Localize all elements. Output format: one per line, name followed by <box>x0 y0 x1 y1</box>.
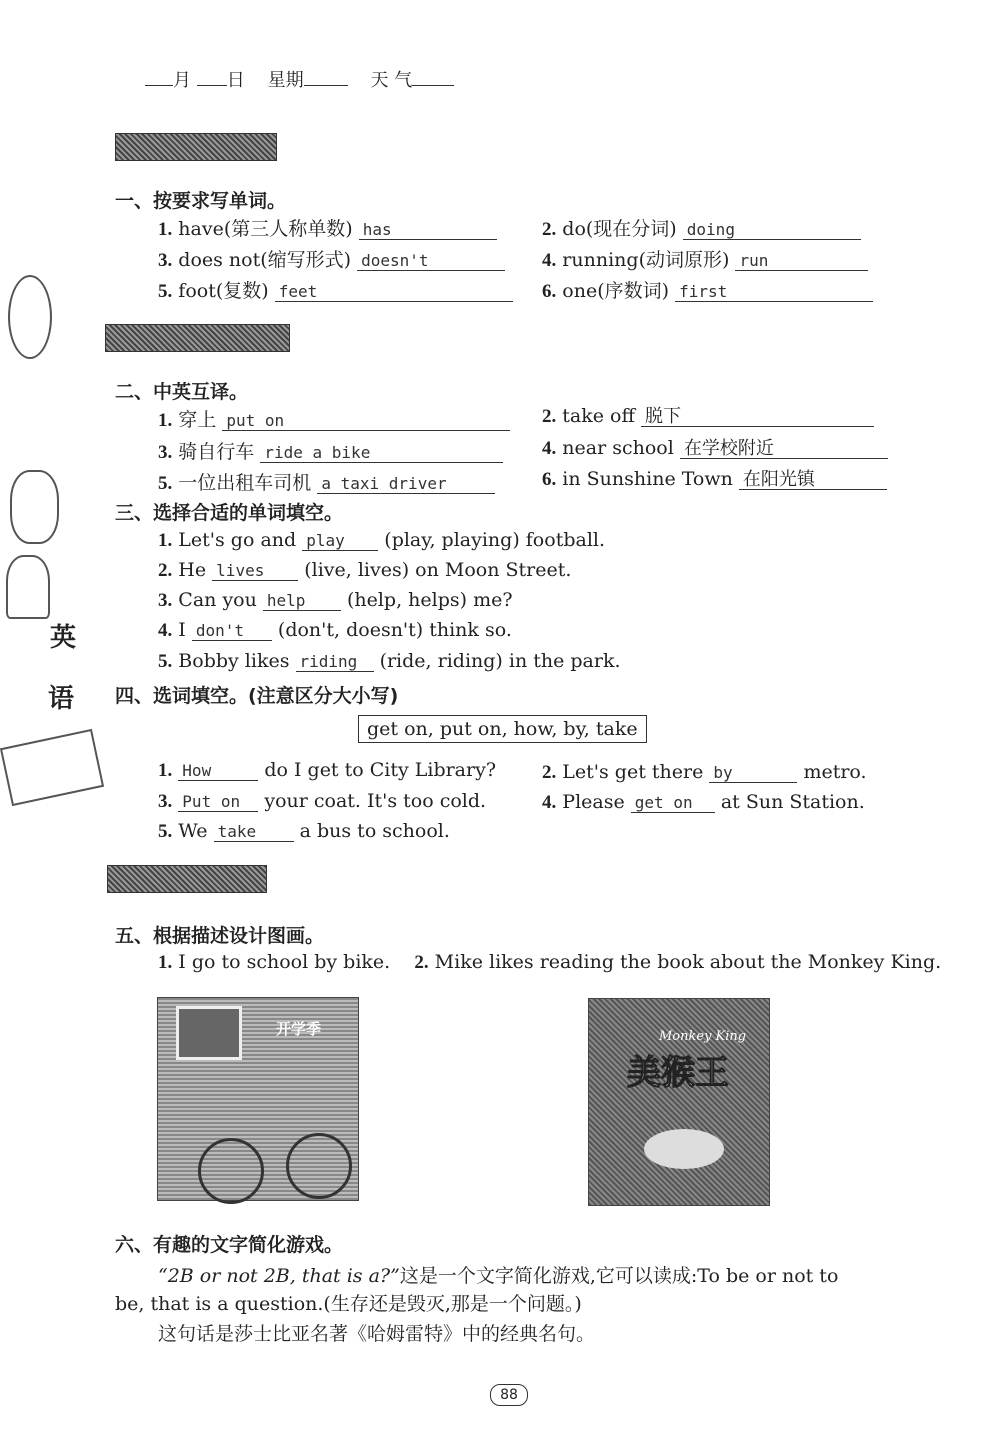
s6-para-3: 这句话是莎士比亚名著《哈姆雷特》中的经典名句。 <box>158 1323 596 1345</box>
s6-italic-phrase: “2B or not 2B, that is a?” <box>158 1265 400 1287</box>
s2-answer-2: 脱下 <box>641 408 874 427</box>
bell-icon <box>6 555 50 619</box>
section-6-title: 六、有趣的文字简化游戏。 <box>115 1234 344 1256</box>
section-banner-2 <box>105 324 290 352</box>
s2-answer-1: put on <box>222 412 510 431</box>
header-month: 月 <box>173 70 191 91</box>
s4-answer-2: by <box>709 764 797 783</box>
s6-para-1-rest: 这是一个文字简化游戏,它可以读成:To be or not to <box>399 1265 839 1287</box>
section-banner-1 <box>115 133 277 161</box>
s4-item-3: 3. Put on your coat. It's too cold. <box>158 790 487 812</box>
s3-item-5: 5. Bobby likes riding (ride, riding) in the park. <box>158 650 621 672</box>
s2-item-2: 2. take off 脱下 <box>542 405 874 428</box>
bike-school-picture <box>157 997 359 1201</box>
s1-item-1: 1. have(第三人称单数) has <box>158 214 497 241</box>
s3-answer-4: don't <box>192 622 272 641</box>
cloud-shape <box>644 1129 724 1169</box>
bike-pic-caption: 开学季 <box>276 1020 322 1038</box>
book-title-zh: 美猴王 <box>627 1053 729 1093</box>
s2-item-6: 6. in Sunshine Town 在阳光镇 <box>542 468 887 491</box>
s3-answer-2: lives <box>212 562 298 581</box>
s3-item-1: 1. Let's go and play (play, playing) football. <box>158 529 606 551</box>
apple-icon <box>8 275 52 359</box>
s1-item-4: 4. running(动词原形) run <box>542 245 868 272</box>
s2-item-4: 4. near school 在学校附近 <box>542 437 888 460</box>
section-2-title: 二、中英互译。 <box>115 381 249 403</box>
s2-answer-4: 在学校附近 <box>680 440 888 459</box>
s4-answer-4: get on <box>631 794 715 813</box>
s1-item-6: 6. one(序数词) first <box>542 276 873 303</box>
s2-answer-5: a taxi driver <box>317 475 495 494</box>
s3-answer-3: help <box>263 592 341 611</box>
s4-answer-5: take <box>214 823 294 842</box>
shoe-icon <box>10 470 59 544</box>
s6-para-2: be, that is a question.(生存还是毁灭,那是一个问题。) <box>115 1293 582 1315</box>
s2-answer-3: ride a bike <box>260 444 503 463</box>
s4-item-2: 2. Let's get there by metro. <box>542 761 867 783</box>
s1-answer-4: run <box>735 252 868 271</box>
s6-para-1 <box>158 1261 838 1288</box>
section-3-title: 三、选择合适的单词填空。 <box>115 502 344 524</box>
s3-item-2: 2. He lives (live, lives) on Moon Street. <box>158 559 572 581</box>
s3-answer-5: riding <box>296 653 374 672</box>
word-bank-box: get on, put on, how, by, take <box>358 715 647 743</box>
book-title-en: Monkey King <box>659 1029 747 1044</box>
header-day: 日 <box>226 70 245 91</box>
section-4-title: 四、选词填空。(注意区分大小写) <box>115 685 399 707</box>
section-banner-3 <box>107 865 267 893</box>
s4-item-1: 1. How do I get to City Library? <box>158 759 497 781</box>
page-number: 88 <box>490 1384 528 1406</box>
monkey-king-book-cover <box>588 998 770 1206</box>
paper-pencil-icon <box>0 729 104 806</box>
s1-answer-1: has <box>359 221 497 240</box>
s1-answer-6: first <box>675 283 873 302</box>
section-1-title: 一、按要求写单词。 <box>115 190 287 212</box>
s4-item-5: 5. We take a bus to school. <box>158 820 450 842</box>
window-shape <box>176 1006 242 1060</box>
s4-answer-1: How <box>178 762 258 781</box>
s2-answer-6: 在阳光镇 <box>739 471 887 490</box>
s4-item-4: 4. Please get on at Sun Station. <box>542 791 865 813</box>
s3-item-4: 4. I don't (don't, doesn't) think so. <box>158 619 512 641</box>
s1-answer-3: doesn't <box>357 252 505 271</box>
s2-item-5: 5. 一位出租车司机 a taxi driver <box>158 468 495 495</box>
s1-answer-2: doing <box>683 221 861 240</box>
section-5-title: 五、根据描述设计图画。 <box>115 925 325 947</box>
side-char-ying: 英 <box>50 623 77 653</box>
header-weather: 天 气 <box>370 70 413 91</box>
s5-questions: 1. I go to school by bike. 2. Mike likes reading the book about the Monkey King. <box>158 951 942 973</box>
s2-item-1: 1. 穿上 put on <box>158 405 510 432</box>
header-date <box>145 66 454 92</box>
wheel-left <box>198 1138 264 1204</box>
s1-item-2: 2. do(现在分词) doing <box>542 214 861 241</box>
s1-item-5: 5. foot(复数) feet <box>158 276 513 303</box>
s1-answer-5: feet <box>275 283 513 302</box>
s2-item-3: 3. 骑自行车 ride a bike <box>158 437 503 464</box>
wheel-right <box>286 1133 352 1199</box>
s3-item-3: 3. Can you help (help, helps) me? <box>158 589 513 611</box>
side-char-yu: 语 <box>48 684 75 714</box>
header-weekday: 星期 <box>267 70 304 91</box>
s1-item-3: 3. does not(缩写形式) doesn't <box>158 245 505 272</box>
s4-answer-3: Put on <box>178 793 258 812</box>
s3-answer-1: play <box>302 532 378 551</box>
